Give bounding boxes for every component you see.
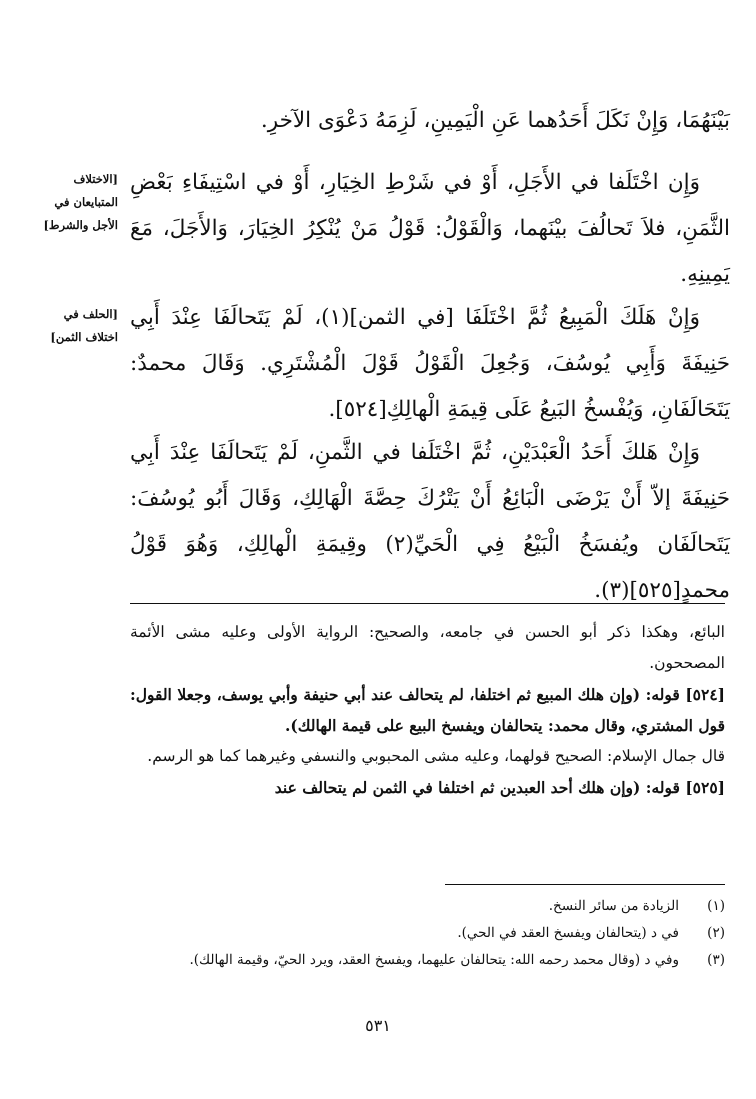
main-text-paragraph-1 — [130, 160, 730, 298]
paragraph-text: وَإِنْ هَلكَ أَحَدُ الْعَبْدَيْنِ، ثُمَّ اخْتَلَفا في الثَّمنِ، لَمْ يَتَحالَفَا عِنْدَ أَبِي حَنِيفَةَ إلاّ أَنْ يَرْضَى الْبَائِعُ أَنْ يَتْرُكَ حِصَّةَ الْهَالِكِ، وَقَالَ أَبُو يُوسُفَ: يَتَحالَفَان ويُفسَخُ الْبَيْعُ فِي الْحَيِّ(٢) وقِيمَةِ الْهالِكِ، وَهُوَ قَوْلُ محمدٍ[٥٢٥](٣). — [130, 440, 730, 603]
paragraph-text: وَإِنْ هَلَكَ الْمَبِيعُ ثُمَّ اخْتَلَفَا [في الثمن](١)، لَمْ يَتَحالَفَا عِنْدَ أَبِي حَنِيفَةَ وَأَبِي يُوسُفَ، وَجُعِلَ الْقَوْلُ قَوْلَ الْمُشْتَرِي. وَقَالَ محمدٌ: يَتَحَالَفَانِ، وَيُفْسخُ البَيعُ عَلَى قِيمَةِ الْهالِكِ[٥٢٤]. — [130, 305, 730, 422]
margin-note-deferment: [الاختلاف المتبايعان في الأجل والشرط] — [43, 172, 118, 232]
footnote-text: الزيادة من سائر النسخ. — [548, 898, 679, 914]
footnote-number: (١) — [707, 898, 725, 914]
footnote-number: (٢) — [707, 925, 725, 941]
commentary-paragraph: [٥٢٤] قوله: (وإن هلك المبيع ثم اختلفا، لم يتحالف عند أبي حنيفة وأبي يوسف، وجعلا القول: قول المشتري، وقال محمد: يتحالفان ويفسخ البيع على قيمة الهالك). — [130, 685, 725, 735]
commentary-paragraph: [٥٢٥] قوله: (وإن هلك أحد العبدين ثم اختلفا في الثمن لم يتحالف عند — [274, 778, 725, 797]
page-number: ٥٣١ — [365, 1016, 391, 1035]
footnote-text: وفي د (وقال محمد رحمه الله: يتحالفان عليهما، ويفسخ العقد، ويرد الحيّ، وقيمة الهالك). — [189, 952, 679, 968]
paragraph-text: وَإِن اخْتَلَفا في الأَجَلِ، أَوْ في شَرْطِ الخِيَارِ، أَوْ في اسْتِيفَاءِ بَعْضِ الثَّمَنِ، فلاَ تَحالُفَ بيْنَهما، وَالْقَوْلُ: قَوْلُ مَنْ يُنْكِرُ الخِيَارَ، وَالأَجَلَ، مَعَ يَمِينِهِ. — [130, 170, 730, 287]
footnote-number: (٣) — [707, 952, 725, 968]
footnotes-section — [130, 893, 725, 974]
commentary-paragraph: البائع، وهكذا ذكر أبو الحسن في جامعه، والصحيح: الرواية الأولى وعليه مشى الأئمة المصححون. — [130, 623, 725, 672]
footnote-divider — [445, 884, 725, 885]
paragraph-text: بَيْنَهُمَا، وَإِنْ نَكَلَ أَحَدُهما عَنِ الْيَمِينِ، لَزِمَهُ دَعْوَى الآخرِ. — [260, 108, 730, 133]
commentary-divider — [130, 603, 725, 604]
footnote-item — [130, 947, 725, 974]
commentary-paragraph: قال جمال الإسلام: الصحيح قولهما، وعليه مشى المحبوبي والنسفي وغيرهما كما هو الرسم. — [147, 747, 725, 765]
footnote-item — [130, 893, 725, 920]
main-text-paragraph-0 — [130, 98, 730, 144]
main-text-paragraph-3 — [130, 430, 730, 614]
main-text-paragraph-2 — [130, 295, 730, 433]
footnote-item — [130, 920, 725, 947]
commentary-section — [130, 617, 725, 803]
margin-note-price-oath: [الحلف في اختلاف الثمن] — [50, 307, 118, 344]
footnote-text: في د (يتحالفان ويفسخ العقد في الحي). — [457, 925, 679, 941]
